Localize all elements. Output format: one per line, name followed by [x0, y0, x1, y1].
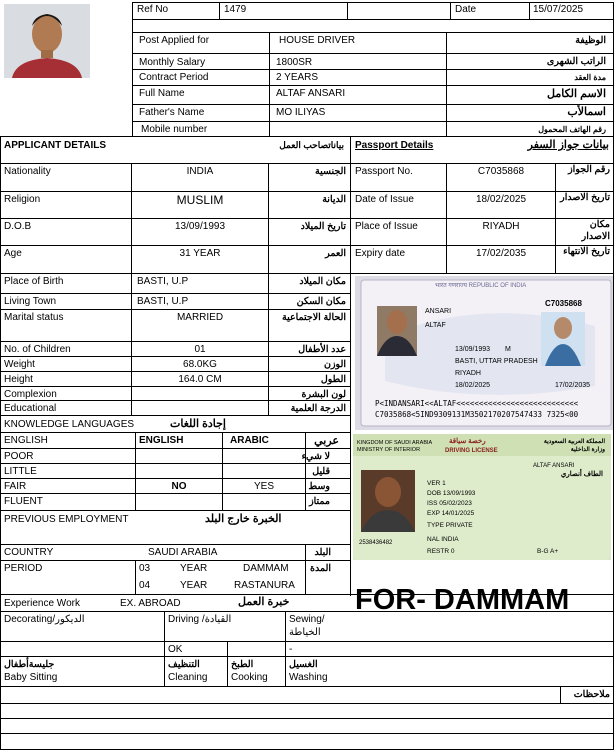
period-2-place: RASTANURA	[234, 580, 295, 591]
mobile-label: Mobile number	[141, 124, 208, 135]
level-arabic: YES	[253, 481, 274, 492]
cleaning-ar: التنظيف	[168, 659, 200, 670]
license-id-no: 2538436482	[359, 540, 393, 546]
country-value: SAUDI ARABIA	[148, 547, 218, 558]
location-banner: FOR- DAMMAM	[355, 584, 570, 616]
skill-decorating: Decorating/الديكور	[4, 614, 85, 625]
license-kingdom-ar: المملكة العربية السعودية	[543, 439, 605, 445]
baby-ar: جليسةأطفال	[4, 659, 55, 670]
period-label: PERIOD	[4, 563, 43, 574]
name-value: ALTAF ANSARI	[276, 88, 346, 99]
name-ar: الاسم الكامل	[547, 88, 606, 100]
passport-img-given: ALTAF	[425, 322, 446, 329]
license-kingdom-en: KINGDOM OF SAUDI ARABIA	[357, 440, 433, 446]
passport-title-ar: بيانات جواز السفر	[527, 139, 609, 151]
name-label: Full Name	[139, 88, 185, 99]
period-1-num: 03	[139, 563, 151, 574]
lang-row-label: ENGLISH	[4, 435, 48, 446]
skill-cooking: Cooking	[231, 672, 268, 683]
passport-img-number: C7035868	[545, 299, 582, 308]
passport-row-ar: تاريخ الانتهاء	[563, 246, 610, 257]
post-ar: الوظيفة	[575, 35, 606, 46]
salary-ar: الراتب الشهرى	[546, 56, 606, 67]
level-label: FLUENT	[4, 496, 43, 507]
applicant-row-ar: لون البشرة	[301, 389, 346, 400]
applicant-row-ar: الجنسية	[315, 166, 346, 177]
applicant-row-label: Height	[4, 374, 33, 385]
date-value: 15/07/2025	[533, 4, 584, 15]
level-label: POOR	[4, 451, 34, 462]
passport-row-value: RIYADH	[482, 221, 520, 232]
sewing-value: -	[289, 644, 293, 655]
passport-row-label: Date of Issue	[355, 194, 414, 205]
level-ar: ممتاز	[309, 496, 330, 507]
license-nal: NAL INDIA	[427, 536, 459, 543]
col-english: ENGLISH	[139, 435, 184, 446]
post-value: HOUSE DRIVER	[279, 35, 356, 46]
license-ministry-en: MINISTRY OF INTERIOR	[357, 447, 421, 453]
applicant-row-value: 31 YEAR	[179, 248, 221, 259]
license-type: TYPE PRIVATE	[427, 522, 473, 529]
applicant-row-ar: مكان الميلاد	[299, 276, 346, 287]
level-ar: وسط	[308, 481, 330, 492]
applicant-row-value: BASTI, U.P	[137, 276, 189, 287]
notes-ar: ملاحظات	[573, 689, 610, 700]
col-arabic: ARABIC	[230, 435, 269, 446]
passport-img-sex: M	[505, 346, 511, 353]
passport-row-ar: تاريخ الاصدار	[560, 192, 610, 203]
lang-ar: عربي	[314, 435, 339, 447]
applicant-row-value: 164.0 CM	[178, 374, 222, 385]
applicant-row-value: 68.0KG	[183, 359, 217, 370]
passport-row-value: C7035868	[477, 166, 525, 177]
applicant-row-ar: الديانة	[322, 194, 346, 205]
passport-row-label: Passport No.	[355, 166, 413, 177]
applicant-row-label: Marital status	[4, 312, 64, 323]
period-2-unit: YEAR	[180, 580, 208, 591]
license-dob: DOB 13/09/1993	[427, 490, 476, 497]
skill-cleaning: Cleaning	[168, 672, 208, 683]
license-ver: VER 1	[427, 480, 446, 487]
passport-mrz-2: C7035868<5IND9309131M3502170207547433 7325<00	[375, 410, 579, 419]
applicant-row-value: 13/09/1993	[174, 221, 226, 232]
skill-washing: Washing	[289, 672, 328, 683]
level-ar: لا شيء	[301, 451, 330, 462]
applicant-row-ar: الطول	[320, 374, 346, 385]
license-iss: ISS 05/02/2023	[427, 500, 472, 507]
passport-row-value: 18/02/2025	[475, 194, 527, 205]
applicant-row-ar: عدد الأطفال	[298, 344, 346, 355]
level-english: NO	[171, 481, 187, 492]
applicant-row-ar: الدرجة العلمية	[290, 403, 346, 414]
contract-ar: مدة العقد	[574, 73, 606, 82]
passport-scan	[355, 276, 613, 430]
passport-mrz-1: P<INDANSARI<<ALTAF<<<<<<<<<<<<<<<<<<<<<<<<<<<	[375, 399, 579, 408]
mobile-ar: رقم الهاتف المحمول	[538, 125, 606, 134]
experience-value: EX. ABROAD	[120, 598, 181, 609]
experience-label: Experience Work	[4, 598, 80, 609]
passport-img-dob: 13/09/1993	[455, 346, 491, 353]
applicant-row-label: Complexion	[4, 389, 57, 400]
skill-sewing-en: Sewing/	[289, 614, 325, 625]
applicant-row-value: BASTI, U.P	[137, 296, 189, 307]
applicant-title: APPLICANT DETAILS	[4, 140, 107, 151]
applicant-row-label: Weight	[4, 359, 35, 370]
date-label: Date	[455, 4, 477, 15]
license-title-en: DRIVING LICENSE	[445, 448, 498, 454]
passport-republic: भारत गणराज्य REPUBLIC OF INDIA	[435, 283, 527, 289]
salary-value: 1800SR	[276, 57, 313, 68]
applicant-row-ar: تاريخ الميلاد	[300, 221, 346, 232]
applicant-title-ar: بياناتصاحب العمل	[279, 140, 344, 150]
level-ar: قليل	[312, 466, 330, 477]
applicant-row-ar: الوزن	[323, 359, 346, 370]
ref-value: 1479	[224, 4, 247, 15]
father-ar: اسمالأب	[567, 106, 606, 118]
ref-label: Ref No	[137, 4, 169, 15]
passport-row-ar: رقم الجواز	[568, 164, 610, 175]
driving-license-scan	[353, 434, 611, 560]
employment-title: PREVIOUS EMPLOYMENT	[4, 514, 129, 525]
license-name-ar: الطاف أنصاري	[560, 471, 603, 478]
contract-label: Contract Period	[139, 72, 209, 83]
license-class: B-G A+	[537, 548, 559, 555]
applicant-row-label: Educational	[4, 403, 57, 414]
passport-img-expiry: 17/02/2035	[555, 382, 591, 389]
applicant-row-label: Age	[4, 248, 22, 259]
license-title-ar: رخصة سياقة	[449, 438, 486, 445]
passport-row-label: Place of Issue	[355, 221, 418, 232]
passport-img-place: BASTI, UTTAR PRADESH	[455, 358, 538, 365]
passport-row-label: Expiry date	[355, 248, 406, 259]
passport-img-issue-date: 18/02/2025	[455, 382, 491, 389]
employment-title-ar: الخبرة خارج البلد	[205, 513, 282, 525]
applicant-row-value: 01	[194, 344, 206, 355]
passport-row-ar: مكان الاصدار	[581, 219, 610, 242]
applicant-row-ar: الحالة الاجتماعية	[282, 312, 346, 323]
license-exp: EXP 14/01/2025	[427, 510, 475, 517]
languages-title: KNOWLEDGE LANGUAGES	[4, 419, 135, 430]
person-silhouette-icon	[4, 4, 90, 78]
post-label: Post Applied for	[139, 35, 210, 46]
level-label: LITTLE	[4, 466, 37, 477]
skill-sewing-ar: الخياطة	[289, 627, 321, 638]
languages-title-ar: إجادة اللغات	[170, 418, 226, 430]
applicant-row-label: Living Town	[4, 296, 57, 307]
applicant-row-label: Religion	[4, 194, 41, 205]
experience-ar: خبرة العمل	[238, 596, 290, 608]
applicant-photo	[4, 4, 90, 78]
passport-img-surname: ANSARI	[425, 308, 452, 315]
skill-baby-sitting: Baby Sitting	[4, 672, 58, 683]
applicant-row-value: MARRIED	[176, 312, 224, 323]
father-label: Father's Name	[139, 107, 205, 118]
driving-value: OK	[168, 644, 183, 655]
skill-driving: Driving /القيادة	[168, 614, 232, 625]
applicant-row-ar: العمر	[325, 248, 346, 259]
period-1-unit: YEAR	[180, 563, 208, 574]
period-1-place: DAMMAM	[243, 563, 289, 574]
license-restr: RESTR 0	[427, 548, 455, 555]
period-2-num: 04	[139, 580, 151, 591]
license-name: ALTAF ANSARI	[533, 463, 575, 469]
passport-row-value: 17/02/2035	[475, 248, 527, 259]
applicant-row-value: INDIA	[186, 166, 214, 177]
passport-img-issue-place: RIYADH	[455, 370, 481, 377]
applicant-row-label: D.O.B	[4, 221, 32, 232]
applicant-row-value: MUSLIM	[176, 193, 224, 207]
license-ministry-ar: وزارة الداخلية	[570, 447, 605, 453]
applicant-row-label: No. of Children	[4, 344, 71, 355]
washing-ar: الغسيل	[289, 659, 318, 670]
level-label: FAIR	[4, 481, 27, 492]
period-ar: المدة	[310, 563, 331, 574]
country-label: COUNTRY	[4, 547, 54, 558]
country-ar: البلد	[314, 547, 331, 558]
cooking-ar: الطبخ	[231, 659, 254, 670]
applicant-row-ar: مكان السكن	[296, 296, 346, 307]
contract-value: 2 YEARS	[276, 72, 319, 83]
applicant-row-label: Nationality	[4, 166, 51, 177]
father-value: MO ILIYAS	[276, 107, 326, 118]
salary-label: Monthly Salary	[139, 57, 206, 68]
passport-title: Passport Details	[355, 140, 434, 151]
applicant-row-label: Place of Birth	[4, 276, 64, 287]
